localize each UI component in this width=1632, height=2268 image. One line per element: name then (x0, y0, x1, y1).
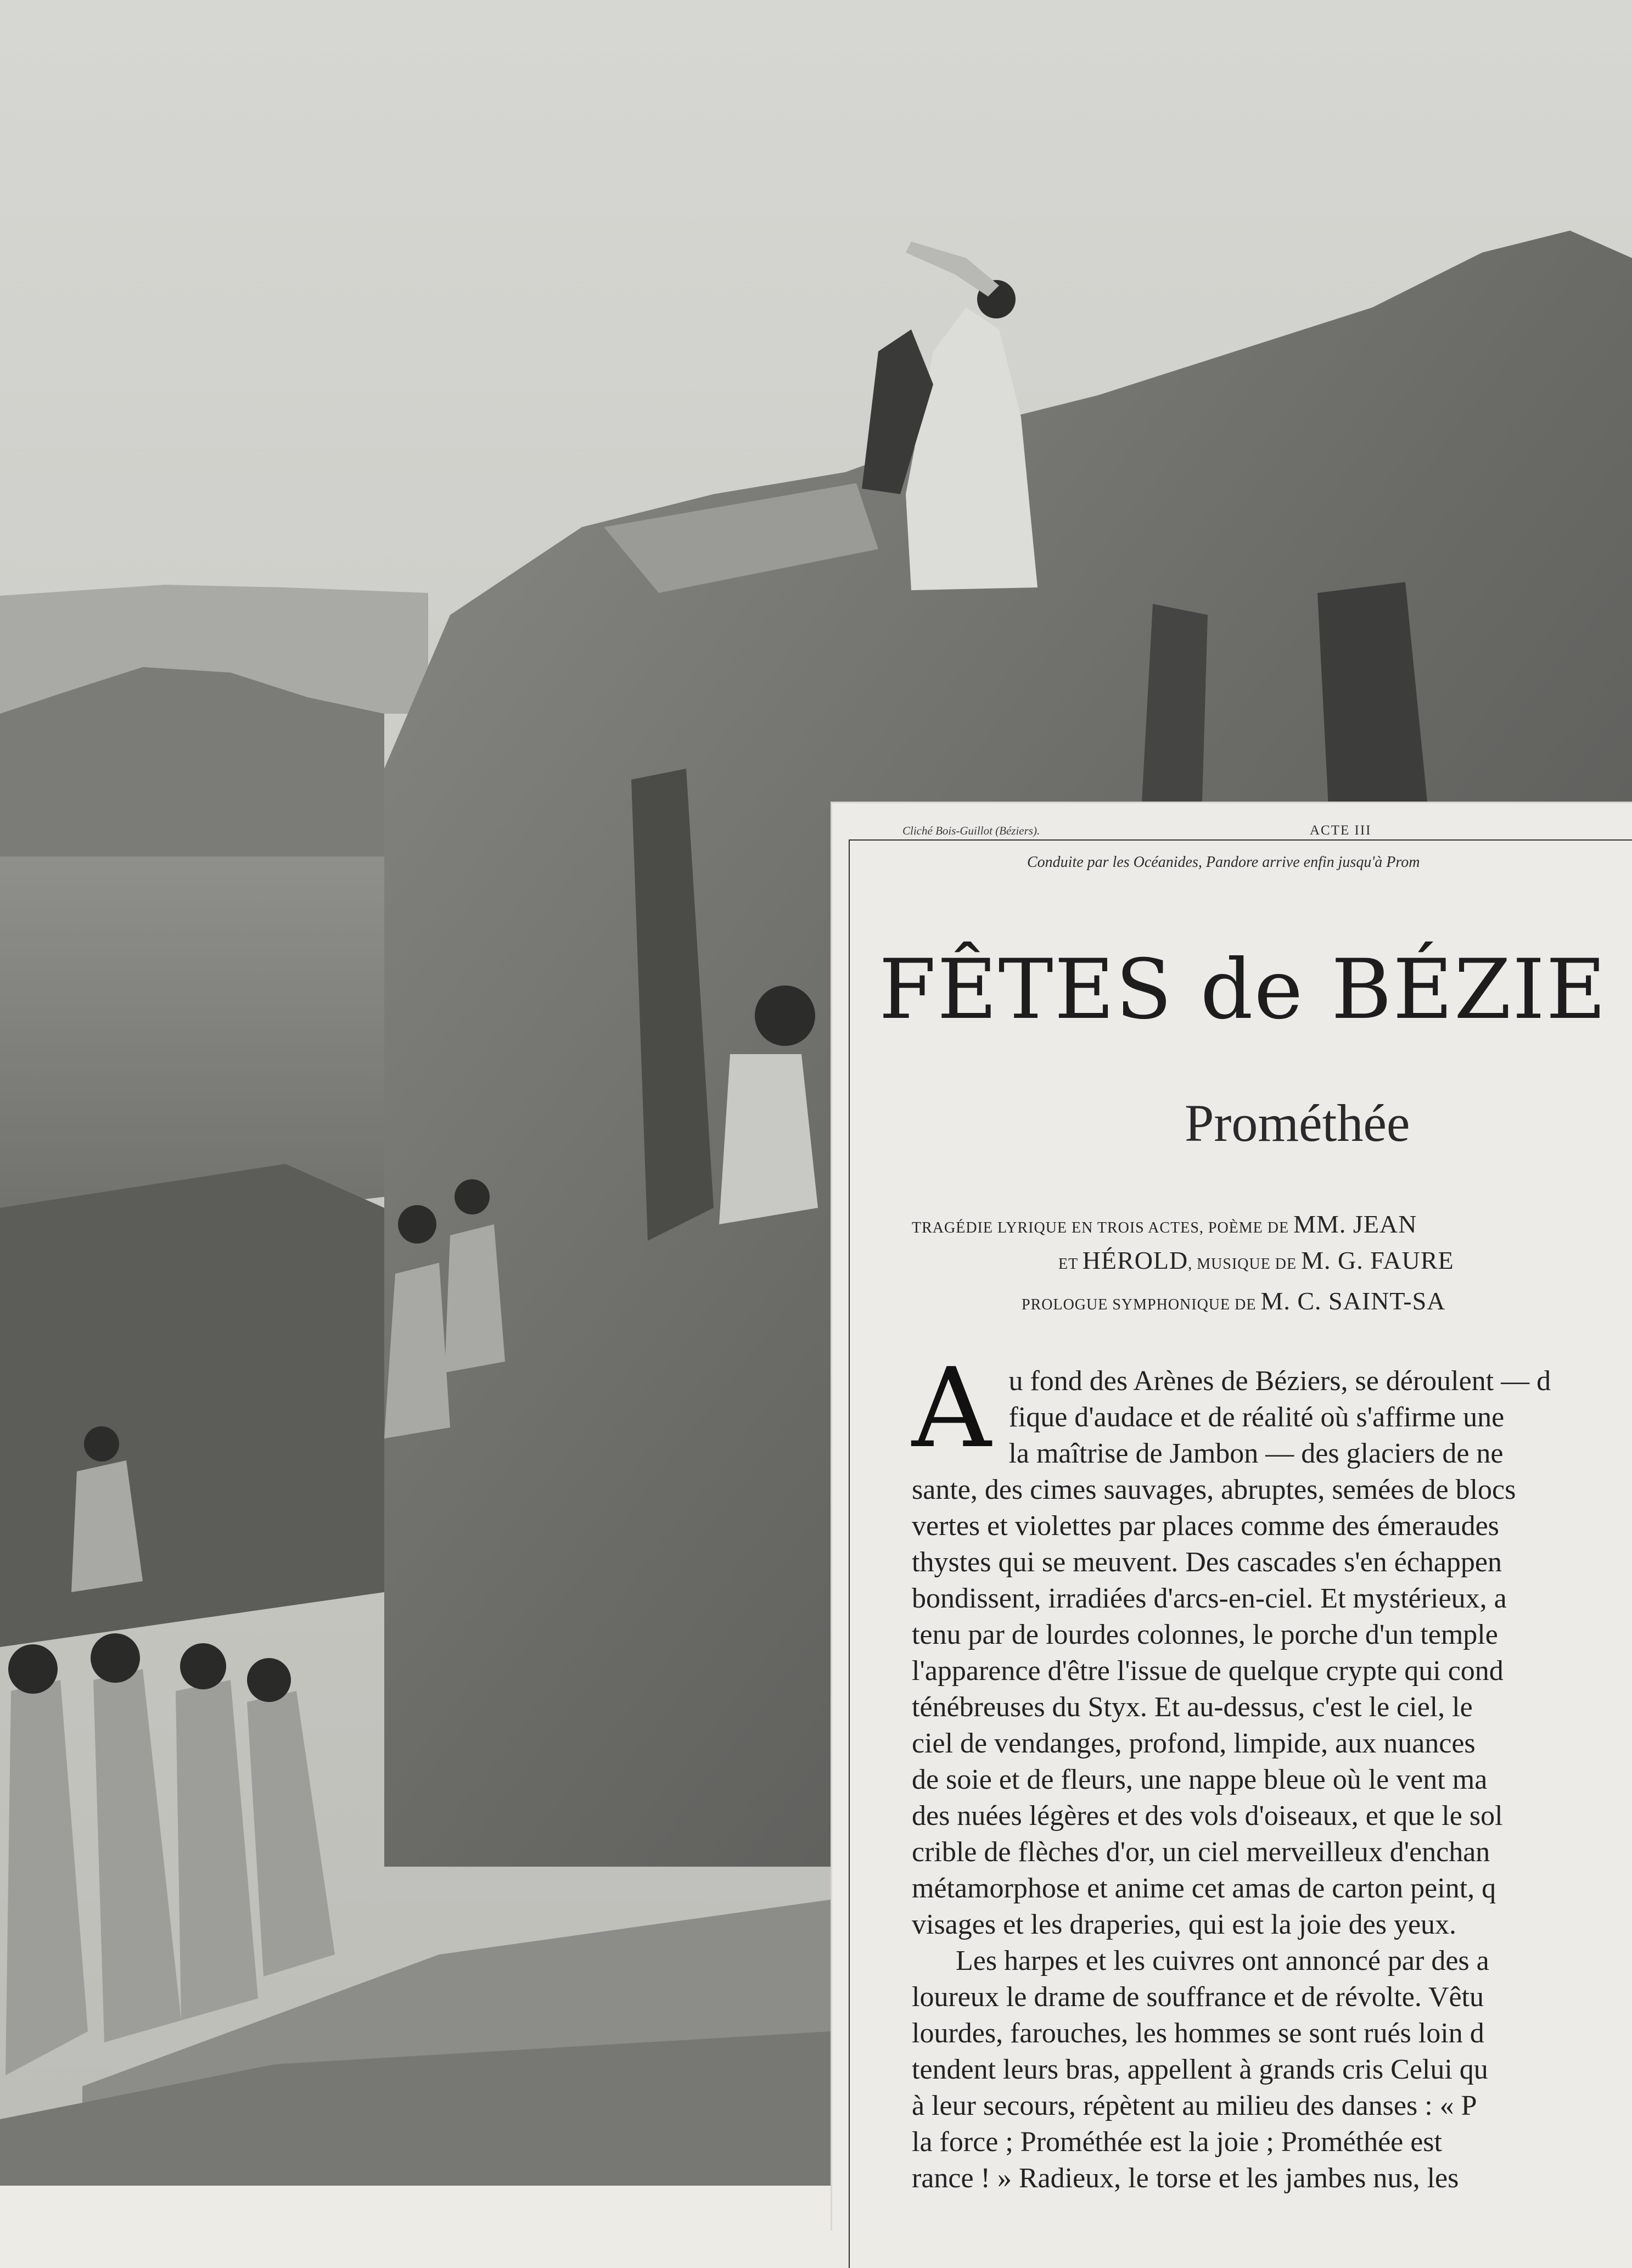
text-line: fique d'audace et de réalité où s'affirme une (1008, 1402, 1505, 1433)
article-page (831, 802, 1632, 2231)
text-line: la maîtrise de Jambon — des glaciers de ne (1008, 1438, 1504, 1469)
text-line: rance ! » Radieux, le torse et les jambes nus, les (912, 2163, 1459, 2194)
article-subtitle: Prométhée (1185, 1094, 1410, 1152)
article-body (912, 1345, 1632, 2197)
text-line: vertes et violettes par places comme des émeraudes (912, 1510, 1499, 1542)
text-line: tendent leurs bras, appellent à grands cris Celui qu (912, 2054, 1488, 2085)
text-line: l'apparence d'être l'issue de quelque crypte qui cond (912, 1655, 1504, 1687)
drop-cap: A (912, 1345, 991, 1472)
credit-2-prefix: ET (1058, 1256, 1083, 1273)
article-title: FÊTES de BÉZIE (879, 942, 1607, 1038)
text-line: la force ; Prométhée est la joie ; Prométhée est (912, 2126, 1442, 2158)
text-line: loureux le drame de souffrance et de révolte. Vêtu (912, 1981, 1484, 2013)
text-line: ciel de vendanges, profond, limpide, aux nuances (912, 1728, 1476, 1759)
paragraph-1 (912, 1345, 1632, 1943)
text-line: crible de flèches d'or, un ciel merveilleux d'enchan (912, 1836, 1490, 1868)
paragraph-2 (912, 1943, 1632, 2197)
text-line: bondissent, irradiées d'arcs-en-ciel. Et mystérieux, a (912, 1583, 1507, 1614)
credit-2-name2: M. G. FAURE (1301, 1246, 1454, 1274)
text-line: u fond des Arènes de Béziers, se déroulent — d (1008, 1365, 1551, 1397)
text-line: ténébreuses du Styx. Et au-dessus, c'est le ciel, le (912, 1692, 1473, 1723)
credit-line-3 (1022, 1286, 1445, 1315)
text-line: lourdes, farouches, les hommes se sont rués loin d (912, 2018, 1484, 2049)
credit-1-name: MM. JEAN (1293, 1210, 1417, 1238)
credit-3-name: M. C. SAINT-SA (1260, 1287, 1446, 1315)
text-line: à leur secours, répètent au milieu des danses : « P (912, 2090, 1477, 2121)
text-line: thystes qui se meuvent. Des cascades s'en échappen (912, 1547, 1502, 1578)
text-line: des nuées légères et des vols d'oiseaux, et que le sol (912, 1800, 1503, 1832)
credit-2-mid: , MUSIQUE DE (1188, 1256, 1302, 1273)
credit-1-prefix: TRAGÉDIE LYRIQUE EN TROIS ACTES, POÈME DE (912, 1219, 1294, 1236)
photo-caption: Conduite par les Océanides, Pandore arrive enfin jusqu'à Prom (1027, 854, 1420, 871)
credit-line-1 (912, 1209, 1417, 1239)
credit-2-name: HÉROLD (1082, 1246, 1188, 1274)
photo-credit: Cliché Bois-Guillot (Béziers). (902, 824, 1040, 837)
text-line: Les harpes et les cuivres ont annoncé par des a (956, 1945, 1489, 1976)
text-line: métamorphose et anime cet amas de carton peint, q (912, 1873, 1496, 1904)
text-line: sante, des cimes sauvages, abruptes, semées de blocs (912, 1474, 1516, 1505)
credit-3-prefix: PROLOGUE SYMPHONIQUE DE (1022, 1296, 1261, 1313)
credit-line-2 (1058, 1246, 1454, 1275)
text-line: de soie et de fleurs, une nappe bleue où le vent ma (912, 1764, 1488, 1795)
text-line: tenu par de lourdes colonnes, le porche d'un temple (912, 1619, 1498, 1650)
act-label: ACTE III (1310, 823, 1372, 838)
text-line: visages et les draperies, qui est la joie des yeux. (912, 1909, 1457, 1940)
